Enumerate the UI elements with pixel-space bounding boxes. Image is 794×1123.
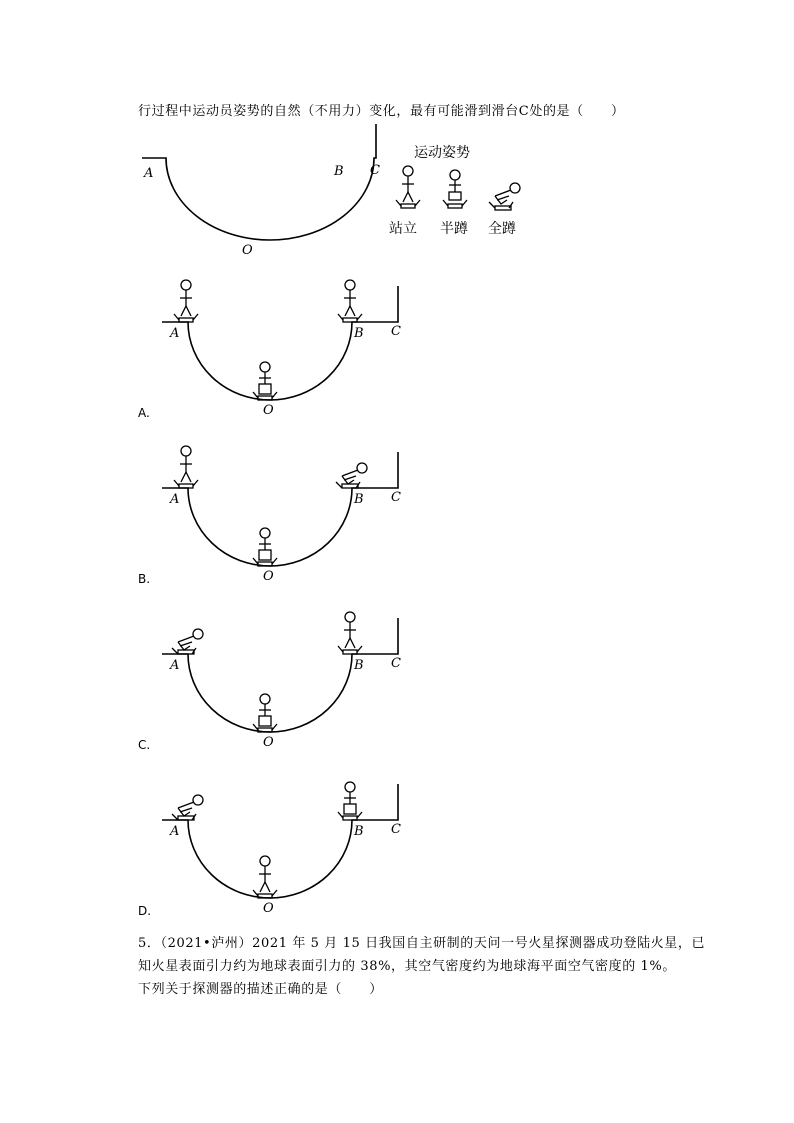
question-4-stem: 行过程中运动员姿势的自然（不用力）变化，最有可能滑到滑台C处的是（ ） bbox=[138, 104, 625, 119]
legend-full-squat-label: 全蹲 bbox=[488, 221, 516, 237]
question-5-line-2: 知火星表面引力约为地球表面引力的 38%，其空气密度约为地球海平面空气密度的 1%。 bbox=[138, 959, 676, 974]
option-label: C. bbox=[138, 738, 151, 752]
point-a-label: A bbox=[170, 824, 180, 839]
point-a-label: A bbox=[170, 658, 180, 673]
point-o-label: O bbox=[263, 403, 274, 418]
legend-half-squat-label: 半蹲 bbox=[440, 221, 468, 237]
point-a-label: A bbox=[170, 492, 180, 507]
point-o-label: O bbox=[263, 569, 274, 584]
skier-at-a-icon bbox=[172, 795, 203, 820]
option-label: D. bbox=[138, 904, 152, 918]
point-b-label: B bbox=[354, 326, 364, 341]
skier-at-b-icon bbox=[338, 782, 362, 820]
question-5-line-3: 下列关于探测器的描述正确的是（ ） bbox=[138, 982, 383, 997]
question-5-line-1: 5．（2021•泸州）2021 年 5 月 15 日我国自主研制的天问一号火星探测器成功登陆火星，已 bbox=[138, 936, 706, 951]
point-c-label: C bbox=[391, 656, 401, 671]
point-o-label: O bbox=[263, 901, 274, 916]
point-a-label: A bbox=[170, 326, 180, 341]
point-o-label: O bbox=[242, 243, 253, 258]
legend-stand-label: 站立 bbox=[389, 221, 417, 237]
option-label: A. bbox=[138, 406, 150, 420]
skier-at-o-icon bbox=[253, 856, 277, 898]
point-o-label: O bbox=[263, 735, 274, 750]
halfpipe-track bbox=[162, 784, 398, 898]
point-c-label: C bbox=[391, 324, 401, 339]
point-c-label: C bbox=[370, 163, 380, 178]
point-b-label: B bbox=[354, 824, 364, 839]
point-b-label: B bbox=[334, 164, 344, 179]
point-b-label: B bbox=[354, 492, 364, 507]
option-label: B. bbox=[138, 572, 151, 586]
point-c-label: C bbox=[391, 490, 401, 505]
legend-title: 运动姿势 bbox=[414, 145, 470, 161]
point-c-label: C bbox=[391, 822, 401, 837]
point-b-label: B bbox=[354, 658, 364, 673]
point-a-label: A bbox=[144, 166, 154, 181]
